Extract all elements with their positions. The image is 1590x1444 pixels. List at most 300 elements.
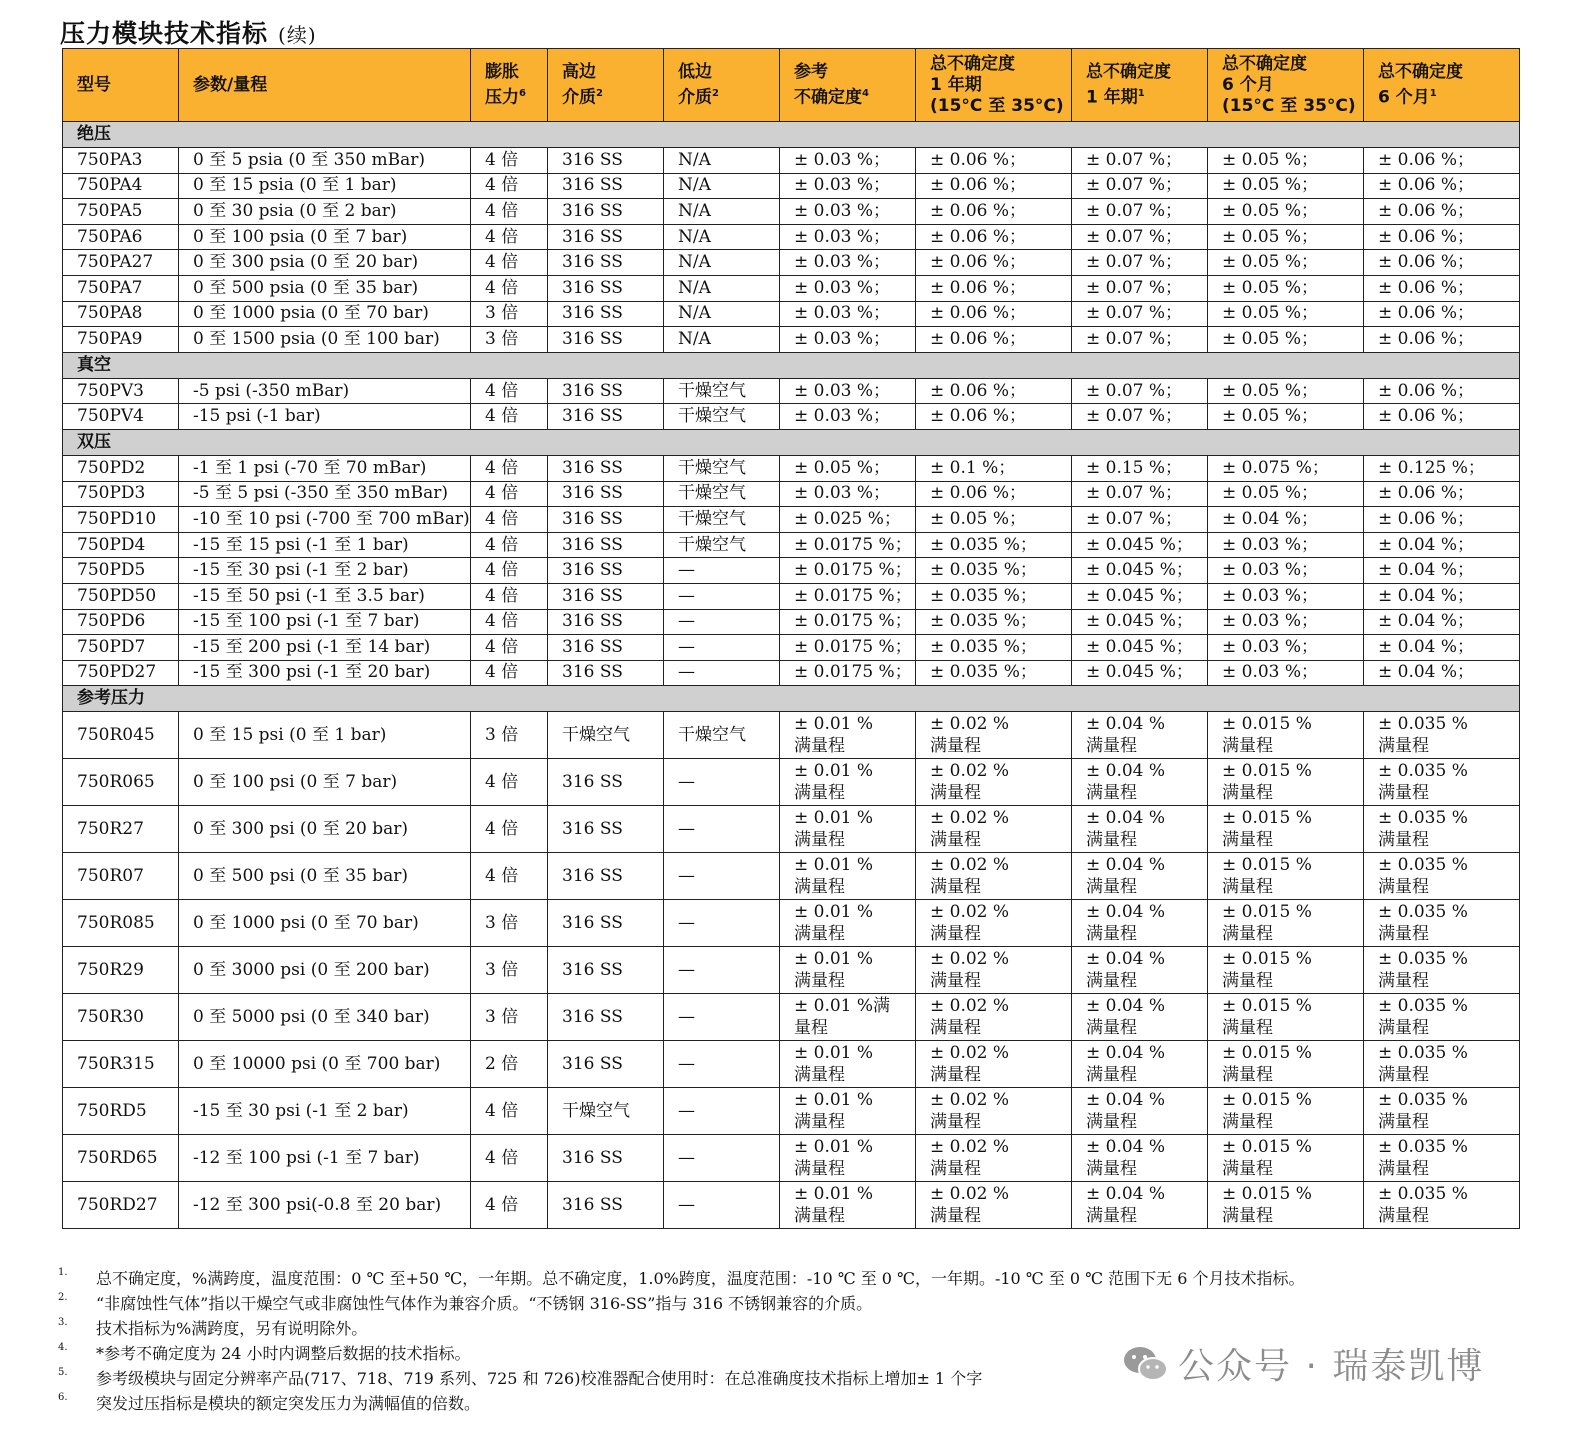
table-cell: 0 至 30 psia (0 至 2 bar) <box>179 199 471 225</box>
table-cell: 0 至 100 psia (0 至 7 bar) <box>179 224 471 250</box>
table-cell: ± 0.0175 %； <box>780 532 916 558</box>
table-cell: ± 0.015 % 满量程 <box>1208 1135 1364 1182</box>
table-cell: ± 0.06 %； <box>916 224 1072 250</box>
table-cell: ± 0.0175 %； <box>780 583 916 609</box>
table-cell: ± 0.04 % 满量程 <box>1072 900 1208 947</box>
table-cell: ± 0.01 % 满量程 <box>780 759 916 806</box>
table-cell: — <box>664 635 780 661</box>
table-row <box>63 250 1520 276</box>
section-row <box>63 352 1520 378</box>
table-cell: 750RD65 <box>63 1135 179 1182</box>
table-cell: 750R045 <box>63 712 179 759</box>
table-cell: ± 0.01 % 满量程 <box>780 712 916 759</box>
table-cell: 750PD50 <box>63 583 179 609</box>
table-cell: -12 至 100 psi (-1 至 7 bar) <box>179 1135 471 1182</box>
table-cell: 316 SS <box>548 558 664 584</box>
table-cell: ± 0.035 %； <box>916 558 1072 584</box>
table-cell: ± 0.07 %； <box>1072 199 1208 225</box>
table-row <box>63 507 1520 533</box>
table-cell: ± 0.035 %； <box>916 660 1072 686</box>
table-cell: 4 倍 <box>471 250 548 276</box>
table-cell: ± 0.06 %； <box>916 250 1072 276</box>
header-line2: 1 年期 <box>930 74 982 95</box>
table-row <box>63 558 1520 584</box>
footnote-ref: 6 <box>519 87 526 99</box>
table-cell: 750RD5 <box>63 1088 179 1135</box>
table-cell: ± 0.035 % 满量程 <box>1364 1088 1520 1135</box>
table-row <box>63 404 1520 430</box>
table-cell: 750R07 <box>63 853 179 900</box>
table-cell: 316 SS <box>548 1182 664 1229</box>
table-cell: 316 SS <box>548 224 664 250</box>
table-cell: 750PA3 <box>63 148 179 174</box>
table-cell: — <box>664 1041 780 1088</box>
table-cell: ± 0.07 %； <box>1072 173 1208 199</box>
table-cell: ± 0.045 %； <box>1072 532 1208 558</box>
footnote-number: 6. <box>58 1392 68 1403</box>
table-cell: ± 0.01 % 满量程 <box>780 806 916 853</box>
table-cell: ± 0.05 %； <box>1208 327 1364 353</box>
table-cell: -10 至 10 psi (-700 至 700 mBar) <box>179 507 471 533</box>
table-cell: ± 0.035 % 满量程 <box>1364 900 1520 947</box>
table-cell: 干燥空气 <box>664 532 780 558</box>
table-cell: ± 0.015 % 满量程 <box>1208 994 1364 1041</box>
table-cell: 4 倍 <box>471 199 548 225</box>
table-cell: ± 0.03 %； <box>1208 660 1364 686</box>
table-cell: ± 0.035 %； <box>916 609 1072 635</box>
table-cell: ± 0.01 % 满量程 <box>780 1135 916 1182</box>
footnote <box>58 1391 1538 1416</box>
column-header <box>1208 49 1364 122</box>
table-cell: ± 0.06 %； <box>1364 481 1520 507</box>
table-cell: 750R30 <box>63 994 179 1041</box>
column-header <box>664 49 780 122</box>
table-cell: ± 0.03 %； <box>1208 635 1364 661</box>
table-cell: 316 SS <box>548 583 664 609</box>
table-cell: 干燥空气 <box>664 507 780 533</box>
table-cell: ± 0.03 %； <box>1208 532 1364 558</box>
table-cell: — <box>664 900 780 947</box>
table-cell: 4 倍 <box>471 583 548 609</box>
table-cell: 4 倍 <box>471 404 548 430</box>
table-cell: ± 0.02 % 满量程 <box>916 947 1072 994</box>
table-row <box>63 660 1520 686</box>
table-cell: ± 0.06 %； <box>916 275 1072 301</box>
table-cell: 316 SS <box>548 947 664 994</box>
table-cell: 750R27 <box>63 806 179 853</box>
table-cell: ± 0.015 % 满量程 <box>1208 900 1364 947</box>
table-cell: 750PA7 <box>63 275 179 301</box>
table-cell: -1 至 1 psi (-70 至 70 mBar) <box>179 455 471 481</box>
table-cell: ± 0.03 %； <box>780 301 916 327</box>
table-cell: ± 0.05 %； <box>1208 199 1364 225</box>
table-cell: ± 0.06 %； <box>916 404 1072 430</box>
table-cell: ± 0.06 %； <box>916 481 1072 507</box>
table-cell: 0 至 500 psia (0 至 35 bar) <box>179 275 471 301</box>
table-cell: ± 0.045 %； <box>1072 609 1208 635</box>
table-cell: -15 至 50 psi (-1 至 3.5 bar) <box>179 583 471 609</box>
table-row <box>63 947 1520 994</box>
table-cell: — <box>664 558 780 584</box>
table-cell: ± 0.04 % 满量程 <box>1072 994 1208 1041</box>
table-cell: — <box>664 759 780 806</box>
footnote-number: 5. <box>58 1367 68 1378</box>
table-cell: 0 至 300 psi (0 至 20 bar) <box>179 806 471 853</box>
footnote-text: *参考不确定度为 24 小时内调整后数据的技术指标。 <box>96 1344 471 1363</box>
table-cell: ± 0.06 %； <box>1364 173 1520 199</box>
table-cell: — <box>664 583 780 609</box>
table-cell: ± 0.1 %； <box>916 455 1072 481</box>
table-row <box>63 173 1520 199</box>
footnote-number: 2. <box>58 1292 68 1303</box>
footnote-ref: 2 <box>596 87 603 99</box>
watermark-text: 公众号 · 瑞泰凯博 <box>1178 1346 1485 1387</box>
table-cell: 316 SS <box>548 327 664 353</box>
table-cell: 316 SS <box>548 759 664 806</box>
table-cell: 0 至 5000 psi (0 至 340 bar) <box>179 994 471 1041</box>
table-cell: ± 0.03 %； <box>780 275 916 301</box>
watermark <box>1118 1338 1484 1389</box>
table-row <box>63 301 1520 327</box>
header-line3: (15°C 至 35°C) <box>930 95 1064 116</box>
table-cell: — <box>664 1182 780 1229</box>
table-cell: ± 0.01 % 满量程 <box>780 853 916 900</box>
footnote-text: 总不确定度，%满跨度，温度范围：0 ℃ 至+50 ℃，一年期。总不确定度，1.0%跨度，温度范围：-10 ℃ 至 0 ℃，一年期。-10 ℃ 至 0 ℃ 范围下无 6 个月技术指标。 <box>96 1269 1305 1288</box>
table-cell: ± 0.0175 %； <box>780 635 916 661</box>
table-cell: — <box>664 1088 780 1135</box>
table-cell: 750PA8 <box>63 301 179 327</box>
table-cell: ± 0.035 % 满量程 <box>1364 1182 1520 1229</box>
table-cell: ± 0.07 %； <box>1072 378 1208 404</box>
table-cell: ± 0.04 % 满量程 <box>1072 1088 1208 1135</box>
table-cell: — <box>664 609 780 635</box>
table-cell: 316 SS <box>548 404 664 430</box>
table-cell: ± 0.03 %； <box>780 148 916 174</box>
table-cell: 750PD27 <box>63 660 179 686</box>
table-cell: ± 0.01 %满 量程 <box>780 994 916 1041</box>
table-cell: ± 0.025 %； <box>780 507 916 533</box>
table-body <box>63 122 1520 1229</box>
table-cell: -15 至 15 psi (-1 至 1 bar) <box>179 532 471 558</box>
table-cell: 750PD3 <box>63 481 179 507</box>
header-line3: (15°C 至 35°C) <box>1222 95 1356 116</box>
table-cell: 2 倍 <box>471 1041 548 1088</box>
footnote-number: 3. <box>58 1317 68 1328</box>
table-cell: 316 SS <box>548 609 664 635</box>
table-cell: -15 至 30 psi (-1 至 2 bar) <box>179 558 471 584</box>
table-cell: 4 倍 <box>471 148 548 174</box>
table-cell: 316 SS <box>548 148 664 174</box>
table-cell: ± 0.0175 %； <box>780 609 916 635</box>
column-header <box>179 49 471 122</box>
title-text: 压力模块技术指标 <box>60 19 269 48</box>
table-cell: 干燥空气 <box>548 1088 664 1135</box>
table-cell: ± 0.02 % 满量程 <box>916 1088 1072 1135</box>
table-cell: ± 0.03 %； <box>780 327 916 353</box>
table-cell: ± 0.02 % 满量程 <box>916 1041 1072 1088</box>
table-cell: ± 0.05 %； <box>1208 378 1364 404</box>
table-cell: 干燥空气 <box>664 404 780 430</box>
table-cell: ± 0.01 % 满量程 <box>780 947 916 994</box>
table-cell: ± 0.06 %； <box>916 327 1072 353</box>
table-cell: ± 0.04 %； <box>1364 583 1520 609</box>
table-cell: ± 0.07 %； <box>1072 301 1208 327</box>
table-cell: 0 至 500 psi (0 至 35 bar) <box>179 853 471 900</box>
footnote-text: 突发过压指标是模块的额定突发压力为满幅值的倍数。 <box>96 1394 481 1413</box>
table-cell: 0 至 1000 psi (0 至 70 bar) <box>179 900 471 947</box>
table-cell: -15 至 100 psi (-1 至 7 bar) <box>179 609 471 635</box>
table-cell: ± 0.0175 %； <box>780 660 916 686</box>
table-cell: 4 倍 <box>471 558 548 584</box>
table-cell: ± 0.05 %； <box>1208 275 1364 301</box>
table-cell: ± 0.06 %； <box>1364 199 1520 225</box>
table-cell: 干燥空气 <box>664 378 780 404</box>
table-cell: 4 倍 <box>471 1088 548 1135</box>
table-cell: ± 0.05 %； <box>1208 148 1364 174</box>
spec-table <box>62 48 1520 1229</box>
table-cell: N/A <box>664 224 780 250</box>
header-line3: 介质$^2$ <box>562 87 603 108</box>
section-title: 绝压 <box>63 122 1520 148</box>
table-cell: 750R29 <box>63 947 179 994</box>
footnote <box>58 1291 1538 1316</box>
table-row <box>63 532 1520 558</box>
table-cell: ± 0.05 %； <box>1208 301 1364 327</box>
table-cell: 4 倍 <box>471 275 548 301</box>
table-row <box>63 759 1520 806</box>
title-continued: (续) <box>278 23 317 47</box>
column-header <box>916 49 1072 122</box>
table-cell: ± 0.06 %； <box>1364 301 1520 327</box>
wechat-icon <box>1122 1344 1170 1384</box>
table-cell: 316 SS <box>548 806 664 853</box>
table-cell: 4 倍 <box>471 660 548 686</box>
table-row <box>63 148 1520 174</box>
table-cell: 0 至 1000 psia (0 至 70 bar) <box>179 301 471 327</box>
table-cell: 750PV4 <box>63 404 179 430</box>
header-line3: 不确定度$^4$ <box>794 87 869 108</box>
footnote <box>58 1266 1538 1291</box>
table-cell: ± 0.045 %； <box>1072 635 1208 661</box>
table-cell: ± 0.02 % 满量程 <box>916 759 1072 806</box>
table-cell: ± 0.035 %； <box>916 635 1072 661</box>
header-line3: 1 年期$^1$ <box>1086 87 1145 108</box>
table-cell: 750PA9 <box>63 327 179 353</box>
header-line2: 参考 <box>794 61 828 82</box>
section-row <box>63 122 1520 148</box>
table-cell: 750RD27 <box>63 1182 179 1229</box>
table-cell: ± 0.045 %； <box>1072 558 1208 584</box>
table-cell: ± 0.07 %； <box>1072 250 1208 276</box>
table-cell: ± 0.01 % 满量程 <box>780 900 916 947</box>
table-cell: ± 0.015 % 满量程 <box>1208 853 1364 900</box>
table-cell: 316 SS <box>548 1041 664 1088</box>
table-cell: 750PD6 <box>63 609 179 635</box>
table-row <box>63 583 1520 609</box>
table-cell: 750PD5 <box>63 558 179 584</box>
table-cell: ± 0.035 % 满量程 <box>1364 759 1520 806</box>
header-line2: 总不确定度 <box>1378 61 1463 82</box>
table-cell: 750R315 <box>63 1041 179 1088</box>
table-cell: 316 SS <box>548 275 664 301</box>
footnote-text: 技术指标为%满跨度，另有说明除外。 <box>96 1319 368 1338</box>
table-cell: 4 倍 <box>471 224 548 250</box>
table-cell: ± 0.07 %； <box>1072 507 1208 533</box>
header-row <box>63 49 1520 122</box>
table-row <box>63 275 1520 301</box>
table-cell: 316 SS <box>548 1135 664 1182</box>
table-cell: ± 0.06 %； <box>1364 507 1520 533</box>
table-cell: 316 SS <box>548 532 664 558</box>
column-header <box>471 49 548 122</box>
table-cell: -15 psi (-1 bar) <box>179 404 471 430</box>
table-cell: ± 0.05 %； <box>1208 250 1364 276</box>
table-cell: 3 倍 <box>471 327 548 353</box>
table-cell: ± 0.015 % 满量程 <box>1208 759 1364 806</box>
table-cell: 3 倍 <box>471 994 548 1041</box>
section-title: 真空 <box>63 352 1520 378</box>
footnote-ref: 4 <box>862 87 869 99</box>
section-row <box>63 686 1520 712</box>
table-cell: ± 0.015 % 满量程 <box>1208 806 1364 853</box>
table-cell: ± 0.01 % 满量程 <box>780 1041 916 1088</box>
header-line3: 参数/量程 <box>193 74 268 95</box>
table-cell: ± 0.045 %； <box>1072 583 1208 609</box>
table-cell: 3 倍 <box>471 947 548 994</box>
table-cell: ± 0.035 % 满量程 <box>1364 806 1520 853</box>
table-cell: ± 0.05 %； <box>1208 173 1364 199</box>
table-cell: 0 至 15 psia (0 至 1 bar) <box>179 173 471 199</box>
table-cell: 4 倍 <box>471 378 548 404</box>
table-cell: ± 0.01 % 满量程 <box>780 1182 916 1229</box>
table-cell: ± 0.04 %； <box>1364 609 1520 635</box>
table-cell: 316 SS <box>548 250 664 276</box>
table-cell: ± 0.06 %； <box>1364 378 1520 404</box>
table-cell: — <box>664 660 780 686</box>
table-cell: -12 至 300 psi(-0.8 至 20 bar) <box>179 1182 471 1229</box>
table-cell: ± 0.06 %； <box>1364 275 1520 301</box>
header-line3: 型号 <box>77 74 111 95</box>
table-cell: ± 0.06 %； <box>1364 224 1520 250</box>
table-cell: ± 0.04 % 满量程 <box>1072 712 1208 759</box>
table-cell: ± 0.035 % 满量程 <box>1364 853 1520 900</box>
table-header <box>63 49 1520 122</box>
table-cell: 0 至 1500 psia (0 至 100 bar) <box>179 327 471 353</box>
table-cell: 750PA5 <box>63 199 179 225</box>
header-line3: 6 个月$^1$ <box>1378 87 1437 108</box>
table-row <box>63 327 1520 353</box>
table-cell: 0 至 300 psia (0 至 20 bar) <box>179 250 471 276</box>
header-line1: 总不确定度 <box>930 53 1015 74</box>
table-cell: 316 SS <box>548 660 664 686</box>
table-row <box>63 609 1520 635</box>
table-cell: -5 psi (-350 mBar) <box>179 378 471 404</box>
table-cell: 316 SS <box>548 455 664 481</box>
header-line2: 高边 <box>562 61 596 82</box>
table-row <box>63 994 1520 1041</box>
table-cell: ± 0.06 %； <box>1364 250 1520 276</box>
table-cell: N/A <box>664 173 780 199</box>
table-cell: ± 0.06 %； <box>1364 404 1520 430</box>
table-cell: ± 0.04 % 满量程 <box>1072 759 1208 806</box>
table-cell: — <box>664 1135 780 1182</box>
table-cell: 750PA6 <box>63 224 179 250</box>
table-cell: ± 0.075 %； <box>1208 455 1364 481</box>
table-cell: N/A <box>664 301 780 327</box>
table-cell: 316 SS <box>548 378 664 404</box>
header-line2: 6 个月 <box>1222 74 1274 95</box>
section-row <box>63 429 1520 455</box>
table-cell: 4 倍 <box>471 853 548 900</box>
page-title <box>60 14 317 50</box>
table-cell: ± 0.07 %； <box>1072 275 1208 301</box>
table-cell: N/A <box>664 199 780 225</box>
table-cell: 316 SS <box>548 199 664 225</box>
table-cell: 3 倍 <box>471 712 548 759</box>
table-cell: 4 倍 <box>471 1182 548 1229</box>
table-cell: ± 0.015 % 满量程 <box>1208 712 1364 759</box>
table-cell: 316 SS <box>548 635 664 661</box>
table-cell: 750PD7 <box>63 635 179 661</box>
table-cell: -15 至 200 psi (-1 至 14 bar) <box>179 635 471 661</box>
table-cell: 4 倍 <box>471 455 548 481</box>
table-cell: ± 0.01 % 满量程 <box>780 1088 916 1135</box>
table-cell: ± 0.07 %； <box>1072 148 1208 174</box>
table-row <box>63 455 1520 481</box>
table-cell: ± 0.04 % 满量程 <box>1072 947 1208 994</box>
table-cell: ± 0.07 %； <box>1072 481 1208 507</box>
footnote-number: 1. <box>58 1267 68 1278</box>
table-cell: ± 0.04 % 满量程 <box>1072 853 1208 900</box>
table-cell: 0 至 100 psi (0 至 7 bar) <box>179 759 471 806</box>
table-cell: 316 SS <box>548 173 664 199</box>
table-row <box>63 853 1520 900</box>
table-cell: ± 0.07 %； <box>1072 404 1208 430</box>
table-cell: N/A <box>664 275 780 301</box>
column-header <box>548 49 664 122</box>
table-cell: ± 0.035 %； <box>916 532 1072 558</box>
table-row <box>63 900 1520 947</box>
column-header <box>1072 49 1208 122</box>
table-row <box>63 712 1520 759</box>
table-cell: -15 至 300 psi (-1 至 20 bar) <box>179 660 471 686</box>
table-cell: ± 0.05 %； <box>1208 481 1364 507</box>
table-row <box>63 1135 1520 1182</box>
table-cell: 316 SS <box>548 853 664 900</box>
table-cell: ± 0.05 %； <box>916 507 1072 533</box>
table-cell: ± 0.03 %； <box>780 224 916 250</box>
table-cell: 316 SS <box>548 481 664 507</box>
section-title: 双压 <box>63 429 1520 455</box>
table-cell: 3 倍 <box>471 301 548 327</box>
table-row <box>63 1088 1520 1135</box>
table-cell: — <box>664 994 780 1041</box>
table-cell: ± 0.015 % 满量程 <box>1208 1041 1364 1088</box>
table-cell: ± 0.04 % 满量程 <box>1072 1041 1208 1088</box>
footnote-text: “非腐蚀性气体”指以干燥空气或非腐蚀性气体作为兼容介质。“不锈钢 316-SS”指与 316 不锈钢兼容的介质。 <box>96 1294 873 1313</box>
table-cell: ± 0.03 %； <box>1208 558 1364 584</box>
table-cell: ± 0.06 %； <box>916 148 1072 174</box>
table-cell: ± 0.125 %； <box>1364 455 1520 481</box>
table-cell: 3 倍 <box>471 900 548 947</box>
table-cell: ± 0.045 %； <box>1072 660 1208 686</box>
table-cell: ± 0.05 %； <box>780 455 916 481</box>
table-cell: ± 0.05 %； <box>1208 224 1364 250</box>
table-cell: 0 至 5 psia (0 至 350 mBar) <box>179 148 471 174</box>
table-cell: ± 0.02 % 满量程 <box>916 853 1072 900</box>
header-line2: 膨胀 <box>485 61 519 82</box>
table-cell: ± 0.015 % 满量程 <box>1208 1088 1364 1135</box>
